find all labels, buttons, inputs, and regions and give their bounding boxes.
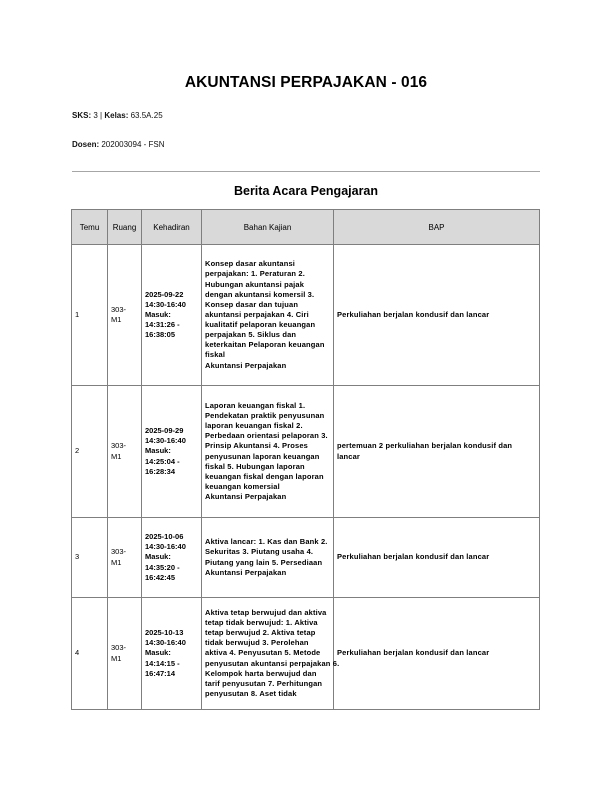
cell-kehadiran: 2025-10-06 14:30-16:40 Masuk: 14:35:20 - 16:42:45 (142, 518, 202, 598)
cell-ruang: 303- M1 (108, 518, 142, 598)
table-row (72, 518, 540, 598)
cell-bahan-kajian: Laporan keuangan fiskal 1. Pendekatan praktik penyusunan laporan keuangan fiskal 2. Perbedaan orientasi pelaporan 3. Prinsip Akuntansi 4. Proses penyusunan laporan keuangan fiskal 5. Hubungan laporan keuangan fiskal dengan laporan keuangan komersial Akuntansi Perpajakan (202, 386, 334, 518)
header-bahan-kajian: Bahan Kajian (202, 210, 334, 245)
cell-temu: 3 (72, 518, 108, 598)
header-kehadiran: Kehadiran (142, 210, 202, 245)
sks-label: SKS: (72, 111, 92, 120)
table-row (72, 598, 540, 710)
cell-ruang: 303- M1 (108, 598, 142, 710)
dosen-label: Dosen: (72, 140, 100, 149)
header-temu: Temu (72, 210, 108, 245)
cell-bap: Perkuliahan berjalan kondusif dan lancar (334, 598, 540, 710)
header-ruang: Ruang (108, 210, 142, 245)
cell-bahan-kajian: Konsep dasar akuntansi perpajakan: 1. Peraturan 2. Hubungan akuntansi pajak dengan akuntansi komersil 3. Konsep dasar dan tujuan akuntansi perpajakan 4. Ciri kualitatif pelaporan keuangan perpajakan 5. Siklus dan keterkaitan Pelaporan keuangan fiskal Akuntansi Perpajakan (202, 245, 334, 386)
table-row (72, 386, 540, 518)
cell-bahan-kajian: Aktiva lancar: 1. Kas dan Bank 2. Sekuritas 3. Piutang usaha 4. Piutang yang lain 5. Persediaan Akuntansi Perpajakan (202, 518, 334, 598)
section-title: Berita Acara Pengajaran (233, 184, 379, 198)
header-bap: BAP (334, 210, 540, 245)
table-header-row (72, 210, 540, 245)
cell-temu: 2 (72, 386, 108, 518)
document-title: AKUNTANSI PERPAJAKAN - 016 (184, 74, 428, 91)
cell-bap: pertemuan 2 perkuliahan berjalan kondusif dan lancar (334, 386, 540, 518)
cell-kehadiran: 2025-10-13 14:30-16:40 Masuk: 14:14:15 - 16:47:14 (142, 598, 202, 710)
divider (72, 171, 540, 172)
kelas-value: 63.5A.25 (130, 111, 163, 120)
cell-ruang: 303- M1 (108, 386, 142, 518)
dosen-value: 202003094 - FSN (101, 140, 165, 149)
cell-kehadiran: 2025-09-29 14:30-16:40 Masuk: 14:25:04 - 16:28:34 (142, 386, 202, 518)
cell-bap: Perkuliahan berjalan kondusif dan lancar (334, 518, 540, 598)
table-row (72, 245, 540, 386)
sks-value: 3 (93, 111, 98, 120)
cell-bahan-kajian: Aktiva tetap berwujud dan aktiva tetap tidak berwujud: 1. Aktiva tetap berwujud 2. Aktiva tetap tidak berwujud 3. Perolehan aktiva 4. Penyusutan 5. Metode penyusutan akuntansi perpajakan 6. Kelompok harta berwujud dan tarif penyusutan 7. Perhitungan penyusutan 8. Aset tidak (202, 598, 334, 710)
cell-bap: Perkuliahan berjalan kondusif dan lancar (334, 245, 540, 386)
course-meta (72, 111, 163, 120)
kelas-label: Kelas: (104, 111, 129, 120)
cell-ruang: 303- M1 (108, 245, 142, 386)
teaching-report-table (71, 209, 540, 710)
lecturer-meta (72, 140, 165, 149)
cell-kehadiran: 2025-09-22 14:30-16:40 Masuk: 14:31:26 - 16:38:05 (142, 245, 202, 386)
cell-temu: 4 (72, 598, 108, 710)
cell-temu: 1 (72, 245, 108, 386)
meta-separator: | (100, 111, 103, 120)
